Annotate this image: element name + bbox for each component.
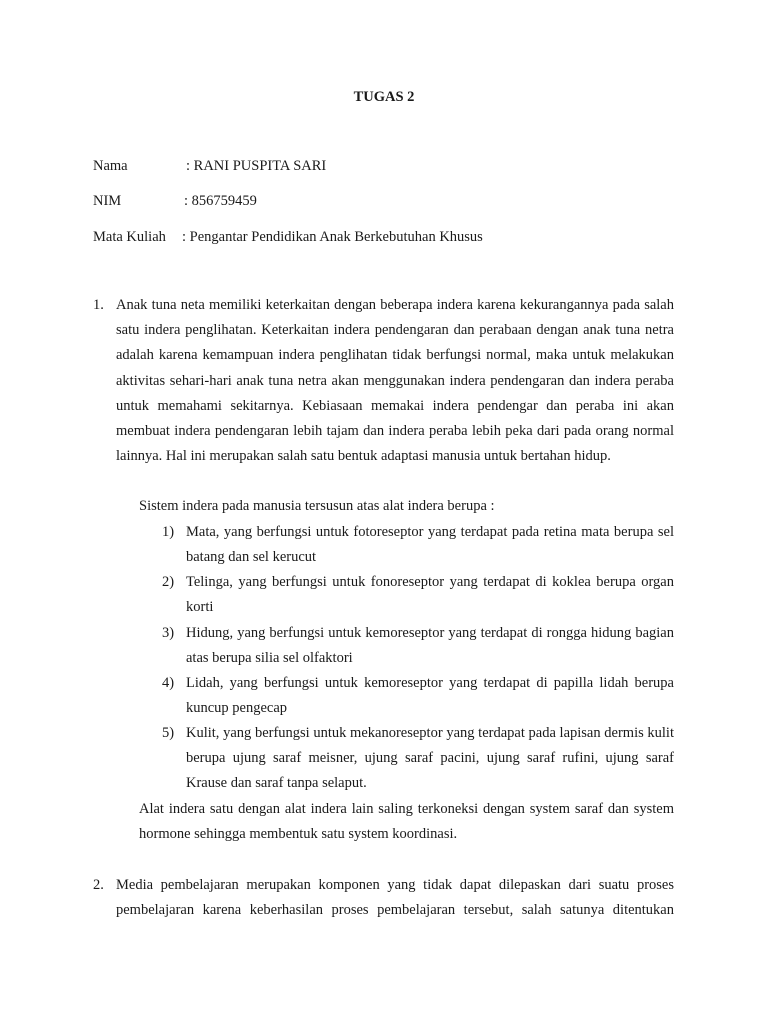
list-item-5-text: Kulit, yang berfungsi untuk mekanoreseptor yang terdapat pada lapisan dermis kulit berupa ujung saraf meisner, ujung saraf pacini, ujung saraf rufini, ujung saraf Krause dan saraf tanpa selaput. <box>186 725 674 792</box>
list-item-4-text: Lidah, yang berfungsi untuk kemoreseptor yang terdapat di papilla lidah berupa kuncup pengecap <box>186 675 674 717</box>
name-label: Nama <box>93 158 128 174</box>
list-item-1-number: 1) <box>162 524 175 540</box>
answer-1-intro: Sistem indera pada manusia tersusun atas alat indera berupa : <box>139 498 495 514</box>
list-item-1-text: Mata, yang berfungsi untuk fotoreseptor yang terdapat pada retina mata berupa sel batang dan sel kerucut <box>186 524 674 566</box>
list-item-5-number: 5) <box>162 725 175 741</box>
answer-2-number: 2. <box>93 877 104 893</box>
answer-2-paragraph: Media pembelajaran merupakan komponen yang tidak dapat dilepaskan dari suatu proses pembelajaran karena keberhasilan proses pembelajaran tersebut, salah satunya ditentukan <box>116 877 674 919</box>
answer-1-closing: Alat indera satu dengan alat indera lain saling terkoneksi dengan system saraf dan system hormone sehingga membentuk satu system koordinasi. <box>139 801 674 843</box>
list-item-4-number: 4) <box>162 675 175 691</box>
list-item-3-text: Hidung, yang berfungsi untuk kemoreseptor yang terdapat di rongga hidung bagian atas berupa silia sel olfaktori <box>186 625 674 667</box>
document-title: TUGAS 2 <box>353 89 415 105</box>
list-item-3-number: 3) <box>162 625 175 641</box>
list-item-2-number: 2) <box>162 574 175 590</box>
nim-label: NIM <box>93 193 122 209</box>
answer-1-paragraph: Anak tuna neta memiliki keterkaitan dengan beberapa indera karena kekurangannya pada salah satu indera penglihatan. Keterkaitan indera pendengaran dan perabaan dengan anak tuna netra adalah karena kemampuan indera penglihatan tidak berfungsi normal, maka untuk melakukan aktivitas sehari-hari anak tuna netra akan menggunakan indera pendengaran dan indera peraba untuk memahami sekitarnya. Kebiasaan memakai indera pendengar dan peraba ini akan membuat indera pendengaran lebih tajam dan indera peraba lebih peka dari pada orang normal lainnya. Hal ini merupakan salah satu bentuk adaptasi manusia untuk bertahan hidup. <box>116 297 674 465</box>
nim-value: : 856759459 <box>184 193 257 209</box>
course-value: : Pengantar Pendidikan Anak Berkebutuhan Khusus <box>182 229 483 245</box>
answer-1-number: 1. <box>93 297 104 313</box>
name-value: : RANI PUSPITA SARI <box>186 158 327 174</box>
course-label: Mata Kuliah <box>93 229 166 245</box>
list-item-2-text: Telinga, yang berfungsi untuk fonoreseptor yang terdapat di koklea berupa organ korti <box>186 574 674 616</box>
